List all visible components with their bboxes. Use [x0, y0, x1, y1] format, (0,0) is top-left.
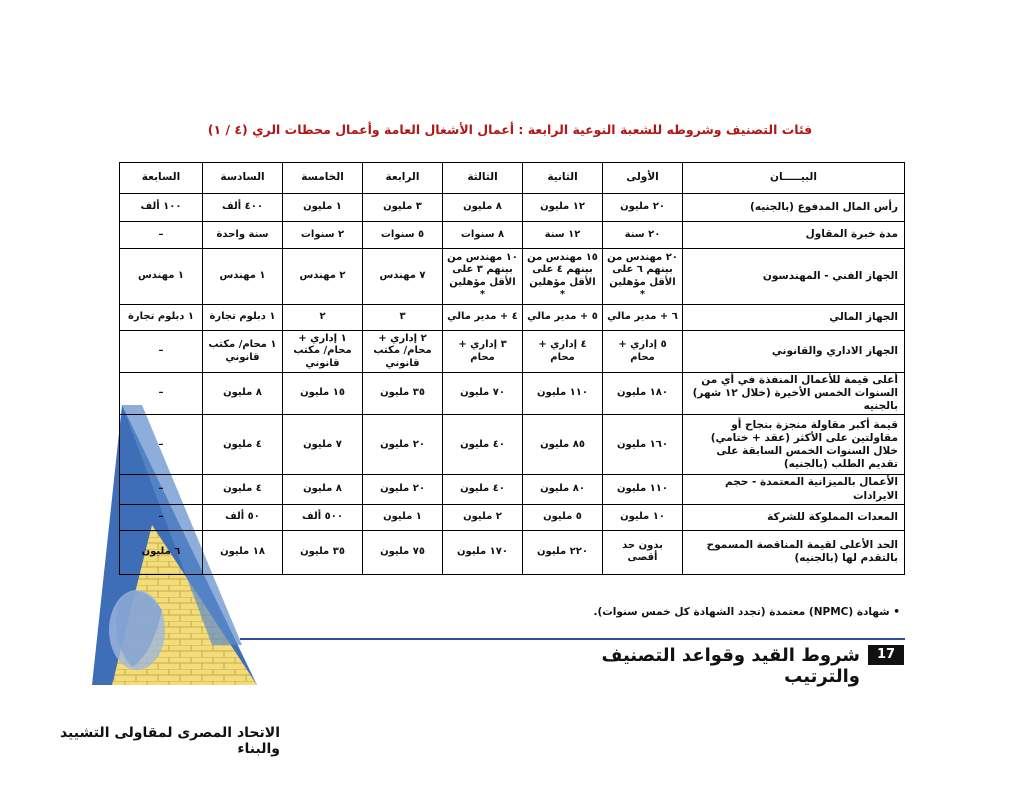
table-cell: ٥ مليون: [523, 504, 603, 530]
table-cell: ٨ سنوات: [443, 222, 523, 249]
table-row: [120, 415, 905, 475]
bullet-dot-icon: •: [889, 606, 900, 618]
table-cell: ٨ مليون: [203, 373, 283, 415]
table-row: [120, 222, 905, 249]
table-cell: ٢ إداري + محام/ مكتب قانوني: [363, 331, 443, 373]
section-title: شروط القيد وقواعد التصنيف والترتيب: [601, 645, 860, 687]
table-cell: ٧٥ مليون: [363, 530, 443, 574]
table-cell: ٢٠ مليون: [363, 475, 443, 504]
table-cell: –: [120, 475, 203, 504]
table-cell: ٧ مهندس: [363, 249, 443, 305]
table-cell: ١ دبلوم تجارة: [203, 305, 283, 331]
table-row: [120, 249, 905, 305]
table-cell: –: [120, 331, 203, 373]
table-cell: ١٠ مهندس من بينهم ٣ على الأقل مؤهلين *: [443, 249, 523, 305]
table-cell: –: [120, 222, 203, 249]
table-cell: ٢٢٠ مليون: [523, 530, 603, 574]
table-cell: ١٦٠ مليون: [603, 415, 683, 475]
table-cell: ٦ + مدير مالي: [603, 305, 683, 331]
table-cell: سنة واحدة: [203, 222, 283, 249]
table-row: [120, 305, 905, 331]
footer-divider: [240, 638, 905, 640]
classification-table: [119, 162, 905, 575]
table-cell: ٤٠ مليون: [443, 415, 523, 475]
table-cell: –: [120, 504, 203, 530]
table-cell: ١ محام/ مكتب قانوني: [203, 331, 283, 373]
table-cell: ٢٠ مليون: [363, 415, 443, 475]
table-cell: ٢ سنوات: [283, 222, 363, 249]
table-cell: ٥ + مدير مالي: [523, 305, 603, 331]
table-cell: ٢٠ مليون: [603, 194, 683, 222]
table-cell: ١٥ مهندس من بينهم ٤ على الأقل مؤهلين *: [523, 249, 603, 305]
table-cell: ٤ مليون: [203, 415, 283, 475]
table-cell: ١٧٠ مليون: [443, 530, 523, 574]
header-grade-3: الثالثة: [443, 163, 523, 194]
document-title: فئات التصنيف وشروطه للشعبة النوعية الرابعة : أعمال الأشغال العامة وأعمال محطات الري (٤ / ١): [207, 122, 813, 137]
table-cell: ٣: [363, 305, 443, 331]
table-cell: –: [120, 415, 203, 475]
header-grade-4: الرابعة: [363, 163, 443, 194]
table-cell: ٧٠ مليون: [443, 373, 523, 415]
table-cell: ٨٠ مليون: [523, 475, 603, 504]
table-cell: ٢ مهندس: [283, 249, 363, 305]
table-cell: ٦ مليون: [120, 530, 203, 574]
table-cell: ٣٥ مليون: [283, 530, 363, 574]
table-cell: ٢ مليون: [443, 504, 523, 530]
table-row: [120, 373, 905, 415]
row-label: الأعمال بالميزانية المعتمدة - حجم الايرادات: [683, 475, 905, 504]
table-row: [120, 194, 905, 222]
table-cell: ٥ سنوات: [363, 222, 443, 249]
table-cell: ١ مليون: [363, 504, 443, 530]
table-cell: ٤ + مدير مالي: [443, 305, 523, 331]
table-cell: ١٥ مليون: [283, 373, 363, 415]
table-header-row: [120, 163, 905, 194]
table-cell: ٤ مليون: [203, 475, 283, 504]
row-label: الجهاز الاداري والقانوني: [683, 331, 905, 373]
certificate-note-text: شهادة (NPMC) معتمدة (تجدد الشهادة كل خمس سنوات).: [593, 606, 890, 618]
table-cell: ١ مهندس: [203, 249, 283, 305]
table-cell: ٥٠ ألف: [203, 504, 283, 530]
table-cell: ٣ مليون: [363, 194, 443, 222]
header-grade-7: السابعة: [120, 163, 203, 194]
table-cell: بدون حد أقصى: [603, 530, 683, 574]
table-row: [120, 504, 905, 530]
row-label: أعلى قيمة للأعمال المنفذة في أي من السنوات الخمس الأخيرة (خلال ١٢ شهر) بالجنيه: [683, 373, 905, 415]
row-label: الحد الأعلى لقيمة المناقصة المسموح بالتقدم لها (بالجنيه): [683, 530, 905, 574]
organization-name: الاتحاد المصرى لمقاولى التشييد والبناء: [59, 725, 280, 757]
header-grade-2: الثانية: [523, 163, 603, 194]
table-cell: ١ دبلوم تجارة: [120, 305, 203, 331]
table-row: [120, 475, 905, 504]
table-cell: ١ مليون: [283, 194, 363, 222]
row-label: الجهاز المالي: [683, 305, 905, 331]
table-cell: ١٠ مليون: [603, 504, 683, 530]
row-label: قيمة أكبر مقاولة منجزة بنجاح أو مقاولتين على الأكثر (عقد + ختامي) خلال السنوات الخمس السابقة على تقديم الطلب (بالجنيه): [683, 415, 905, 475]
table-cell: ٨٥ مليون: [523, 415, 603, 475]
row-label: الجهاز الفني - المهندسون: [683, 249, 905, 305]
table-cell: ٢٠ سنة: [603, 222, 683, 249]
table-cell: ١٨٠ مليون: [603, 373, 683, 415]
row-label: رأس المال المدفوع (بالجنيه): [683, 194, 905, 222]
header-grade-6: السادسة: [203, 163, 283, 194]
table-cell: ١٨ مليون: [203, 530, 283, 574]
table-cell: ٣ إداري + محام: [443, 331, 523, 373]
row-label: مدة خبرة المقاول: [683, 222, 905, 249]
table-cell: ٥ إداري + محام: [603, 331, 683, 373]
table-cell: ٢: [283, 305, 363, 331]
table-cell: ٤ إداري + محام: [523, 331, 603, 373]
table-cell: ١ إداري + محام/ مكتب قانوني: [283, 331, 363, 373]
page-number: 17: [868, 645, 904, 665]
table-cell: ١٢ مليون: [523, 194, 603, 222]
table-cell: ١١٠ مليون: [523, 373, 603, 415]
header-statement: البيـــــان: [683, 163, 905, 194]
table-cell: ٨ مليون: [443, 194, 523, 222]
certificate-note: [560, 606, 900, 618]
table-cell: ٨ مليون: [283, 475, 363, 504]
table-cell: ٣٥ مليون: [363, 373, 443, 415]
table-cell: ١١٠ مليون: [603, 475, 683, 504]
table-cell: ٤٠٠ ألف: [203, 194, 283, 222]
table-cell: ١٢ سنة: [523, 222, 603, 249]
table-cell: ١ مهندس: [120, 249, 203, 305]
table-cell: ٧ مليون: [283, 415, 363, 475]
table-cell: ٢٠ مهندس من بينهم ٦ على الأقل مؤهلين *: [603, 249, 683, 305]
table-cell: ٤٠ مليون: [443, 475, 523, 504]
row-label: المعدات المملوكة للشركة: [683, 504, 905, 530]
table-cell: –: [120, 373, 203, 415]
table-row: [120, 530, 905, 574]
header-grade-1: الأولى: [603, 163, 683, 194]
header-grade-5: الخامسة: [283, 163, 363, 194]
table-cell: ٥٠٠ ألف: [283, 504, 363, 530]
table-cell: ١٠٠ ألف: [120, 194, 203, 222]
table-row: [120, 331, 905, 373]
